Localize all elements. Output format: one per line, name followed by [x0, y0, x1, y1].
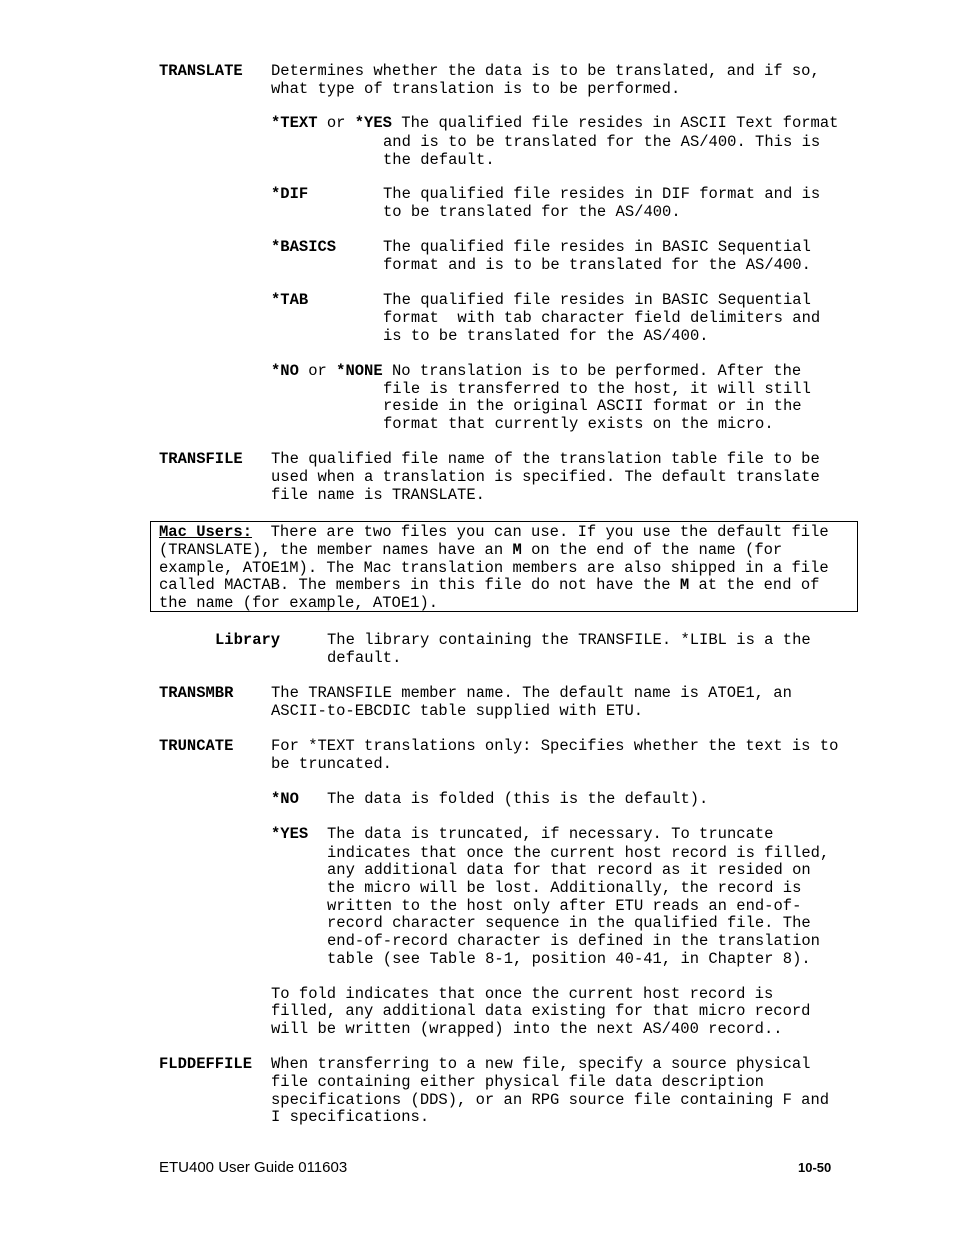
transmbr-desc-line: ASCII-to-EBCDIC table supplied with ETU. — [271, 702, 644, 720]
translate-desc-line: what type of translation is to be performed. — [271, 80, 681, 98]
option-desc-line: The qualified file resides in BASIC Sequential — [383, 238, 811, 256]
truncate-term: TRUNCATE — [159, 737, 234, 755]
library-desc-line: The library containing the TRANSFILE. *LIBL is a the — [327, 631, 811, 649]
option-text-yes — [271, 114, 838, 132]
footer-title: ETU400 User Guide 011603 — [159, 1159, 348, 1176]
option-key-dif: *DIF — [271, 185, 309, 203]
truncate-key-yes: *YES — [271, 825, 309, 843]
option-desc-line: file is transferred to the host, it will still — [383, 380, 811, 398]
truncate-desc-line: written to the host only after ETU reads an end-of- — [327, 897, 802, 915]
truncate-key-no: *NO — [271, 790, 299, 808]
transfile-term: TRANSFILE — [159, 450, 243, 468]
mac-note-text: on the end of the name (for — [521, 541, 783, 559]
flddeffile-desc-line: I specifications. — [271, 1108, 430, 1126]
mac-note-line — [159, 541, 782, 559]
option-key: *TEXT — [271, 114, 318, 132]
mac-note-text: at the end of — [689, 576, 820, 594]
option-desc-line: format that currently exists on the micro. — [383, 415, 774, 433]
flddeffile-desc-line: When transferring to a new file, specify a source physical — [271, 1055, 811, 1073]
option-key-basics: *BASICS — [271, 238, 337, 256]
truncate-desc-line: be truncated. — [271, 755, 392, 773]
option-key: *NO — [271, 362, 299, 380]
option-or: or — [326, 114, 346, 132]
fold-desc-line: will be written (wrapped) into the next AS/400 record.. — [271, 1020, 783, 1038]
mac-note-text: There are two files you can use. If you use the default file — [252, 523, 829, 541]
mac-note-line — [159, 523, 829, 541]
option-desc-line: the default. — [383, 151, 495, 169]
mac-note-title: Mac Users: — [159, 523, 253, 541]
option-desc: No translation is to be performed. After the — [391, 362, 802, 380]
truncate-desc-line: indicates that once the current host record is filled, — [327, 844, 830, 862]
option-key: *YES — [354, 114, 392, 132]
truncate-desc-line: any additional data for that record as it resided on — [327, 861, 811, 879]
option-desc-line: is to be translated for the AS/400. — [383, 327, 709, 345]
transmbr-desc-line: The TRANSFILE member name. The default name is ATOE1, an — [271, 684, 792, 702]
option-desc-line: format with tab character field delimiters and — [383, 309, 821, 327]
transfile-desc-line: The qualified file name of the translation table file to be — [271, 450, 820, 468]
transfile-desc-line: used when a translation is specified. The default translate — [271, 468, 820, 486]
fold-desc-line: filled, any additional data existing for that micro record — [271, 1002, 811, 1020]
mac-note-emphasis: M — [679, 576, 690, 594]
flddeffile-term: FLDDEFFILE — [159, 1055, 253, 1073]
library-desc-line: default. — [327, 649, 402, 667]
option-desc-line: The qualified file resides in DIF format and is — [383, 185, 821, 203]
page-number: 10-50 — [798, 1160, 832, 1175]
option-desc-line: reside in the original ASCII format or in the — [383, 397, 802, 415]
truncate-desc-line: record character sequence in the qualified file. The — [327, 914, 811, 932]
mac-note-emphasis: M — [512, 541, 522, 559]
mac-note-line: example, ATOE1M). The Mac translation members are also shipped in a file — [159, 559, 829, 577]
option-desc-line: and is to be translated for the AS/400. This is — [383, 133, 821, 151]
option-desc-line: format and is to be translated for the AS/400. — [383, 256, 811, 274]
truncate-desc-line: For *TEXT translations only: Specifies whether the text is to — [271, 737, 839, 755]
truncate-desc-line: the micro will be lost. Additionally, the record is — [327, 879, 802, 897]
library-term: Library — [215, 631, 281, 649]
option-or: or — [308, 362, 327, 380]
transfile-desc-line: file name is TRANSLATE. — [271, 486, 485, 504]
translate-term: TRANSLATE — [159, 62, 243, 80]
mac-note-line — [159, 576, 819, 594]
flddeffile-desc-line: file containing either physical file data description — [271, 1073, 764, 1091]
option-desc-line: The qualified file resides in BASIC Sequential — [383, 291, 811, 309]
option-key: *NONE — [336, 362, 383, 380]
option-desc-line: to be translated for the AS/400. — [383, 203, 681, 221]
truncate-desc-line: end-of-record character is defined in the translation — [327, 932, 820, 950]
option-no-none — [271, 362, 801, 380]
option-desc: The qualified file resides in ASCII Text format — [401, 114, 839, 132]
mac-note-line: the name (for example, ATOE1). — [159, 594, 439, 612]
truncate-desc-line: table (see Table 8-1, position 40-41, in Chapter 8). — [327, 950, 811, 968]
flddeffile-desc-line: specifications (DDS), or an RPG source file containing F and — [271, 1091, 830, 1109]
fold-desc-line: To fold indicates that once the current host record is — [271, 985, 774, 1003]
truncate-desc-line: The data is folded (this is the default). — [327, 790, 709, 808]
mac-note-text: called MACTAB. The members in this file do not have the — [159, 576, 680, 594]
translate-desc-line: Determines whether the data is to be translated, and if so, — [271, 62, 820, 80]
mac-note-text: (TRANSLATE), the member names have an — [159, 541, 513, 559]
truncate-desc-line: The data is truncated, if necessary. To truncate — [327, 825, 774, 843]
transmbr-term: TRANSMBR — [159, 684, 234, 702]
option-key-tab: *TAB — [271, 291, 309, 309]
